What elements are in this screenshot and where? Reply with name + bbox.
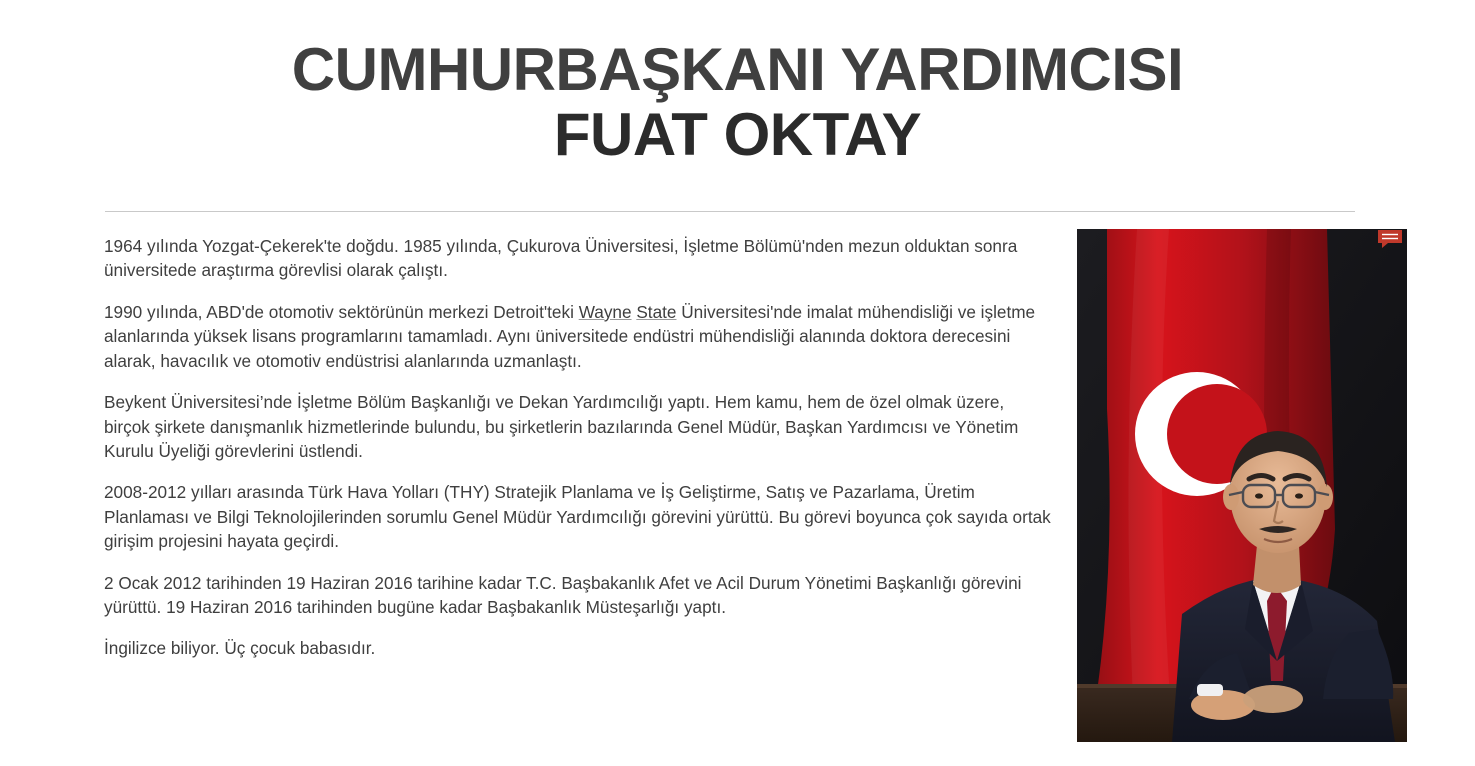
title-line-1: CUMHURBAŞKANI YARDIMCISI [291,36,1184,103]
paragraph-2 [104,300,1054,373]
portrait-photo [1077,229,1407,742]
paragraph-4: 2008-2012 yılları arasında Türk Hava Yolları (THY) Stratejik Planlama ve İş Geliştirme, Satış ve Pazarlama, Üretim Planlaması ve Bilgi Teknolojilerinden sorumlu Genel Müdür Yardımcılığı görevini yürüttü. Bu görevi boyunca çok sayıda ortak girişim projesini hayata geçirdi. [104,482,1051,552]
slide-title [0,38,1475,168]
portrait-photo-graphic [1077,229,1407,742]
underlined-term: Wayne [578,301,632,322]
comment-icon[interactable] [1376,228,1404,250]
paragraph-3: Beykent Üniversitesi’nde İşletme Bölüm Başkanlığı ve Dekan Yardımcılığı yaptı. Hem kamu, hem de özel olmak üzere, birçok şirkete danışmanlık hizmetlerinde bulundu, bu şirketlerin bazılarında Genel Müdür, Başkan Yardımcısı ve Yönetim Kurulu Üyeliği görevlerini üstlendi. [104,392,1019,461]
underlined-term: State [636,301,677,322]
paragraph-1: 1964 yılında Yozgat-Çekerek'te doğdu. 1985 yılında, Çukurova Üniversitesi, İşletme Bölümü'nden mezun olduktan sonra üniversitede araştırma görevlisi olarak çalıştı. [104,236,1018,281]
biography-text [104,234,1054,661]
title-divider [105,211,1355,212]
paragraph-5: 2 Ocak 2012 tarihinden 19 Haziran 2016 tarihine kadar T.C. Başbakanlık Afet ve Acil Durum Yönetimi Başkanlığı görevini yürüttü. 19 Haziran 2016 tarihinden bugüne kadar Başbakanlık Müsteşarlığı yaptı. [104,572,1022,618]
paragraph-2-text: 1990 yılında, ABD'de otomotiv sektörünün merkezi Detroit'teki Wayne State Üniversitesi'nde imalat mühendisliği ve işletme alanlarında yüksek lisans programlarını tamamladı. Aynı üniversitede endüstri mühendisliği alanında doktora derecesini alarak, havacılık ve otomotiv endüstrisi alanlarında uzmanlaştı. [104,301,1036,371]
paragraph-6: İngilizce biliyor. Üç çocuk babasıdır. [104,638,376,659]
comment-icon-graphic [1376,228,1404,250]
title-line-2: FUAT OKTAY [553,100,922,168]
